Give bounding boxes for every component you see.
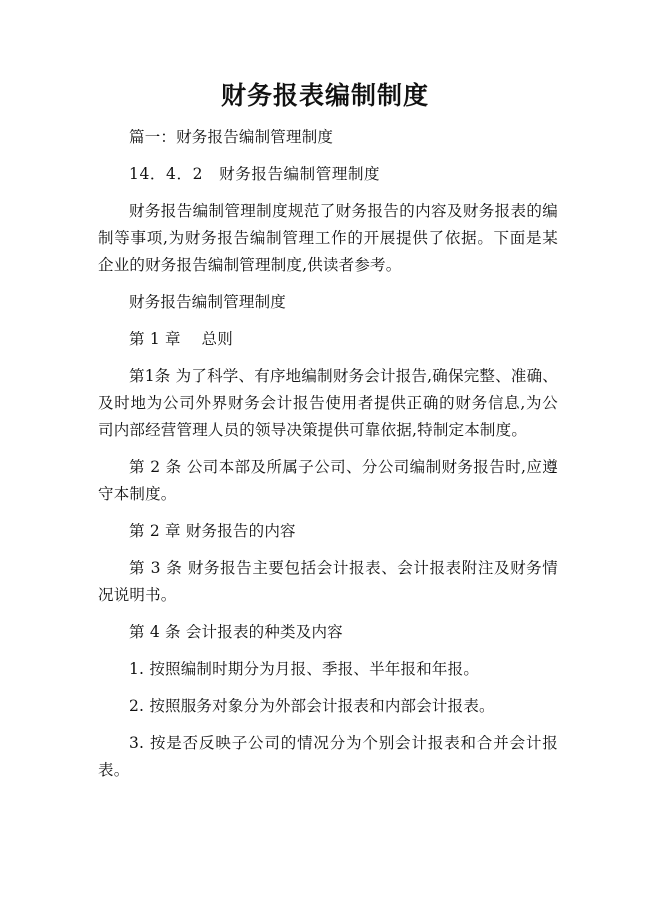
document-body [98, 124, 558, 794]
paragraph-article-1: 第1条 为了科学、有序地编制财务会计报告,确保完整、准确、及时地为公司外界财务会计报告使用者提供正确的财务信息,为公司内部经营管理人员的领导决策提供可靠依据,特制定本制度。 [98, 367, 558, 439]
list-item-1: 1. 按照编制时期分为月报、季报、半年报和年报。 [129, 660, 480, 678]
paragraph-article-2: 第 2 条 公司本部及所属子公司、分公司编制财务报告时,应遵守本制度。 [98, 458, 558, 503]
paragraph-chapter-1: 第 1 章 总则 [129, 330, 233, 348]
list-item-3: 3. 按是否反映子公司的情况分为个别会计报表和合并会计报表。 [98, 734, 558, 779]
paragraph-policy-title: 财务报告编制管理制度 [129, 293, 287, 311]
paragraph-intro: 财务报告编制管理制度规范了财务报告的内容及财务报表的编制等事项,为财务报告编制管理工作的开展提供了依据。下面是某企业的财务报告编制管理制度,供读者参考。 [98, 202, 558, 274]
list-item-2: 2. 按照服务对象分为外部会计报表和内部会计报表。 [129, 697, 495, 715]
document-title: 财务报表编制制度 [220, 81, 429, 110]
paragraph-article-heading: 篇一：财务报告编制管理制度 [129, 128, 334, 146]
paragraph-article-4: 第 4 条 会计报表的种类及内容 [129, 623, 343, 641]
paragraph-chapter-2: 第 2 章 财务报告的内容 [129, 522, 296, 540]
paragraph-section-number: 14．4．2 财务报告编制管理制度 [129, 165, 381, 183]
paragraph-article-3: 第 3 条 财务报告主要包括会计报表、会计报表附注及财务情况说明书。 [98, 559, 558, 604]
